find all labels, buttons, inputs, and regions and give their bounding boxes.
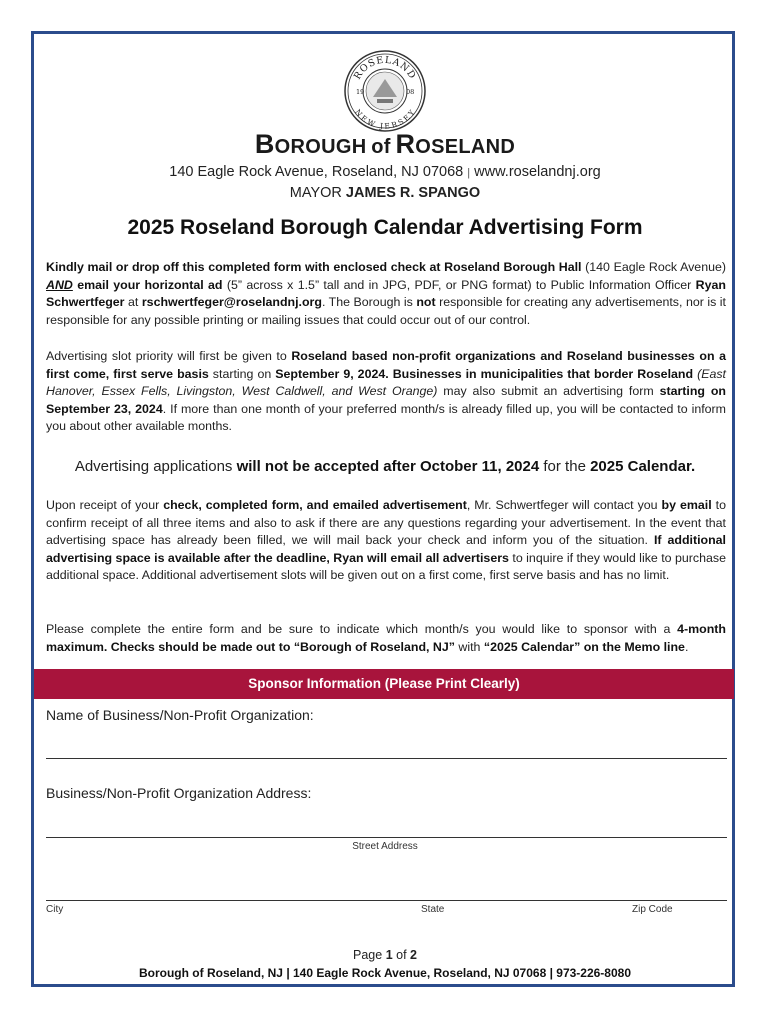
seal-year-right: 08	[406, 88, 415, 96]
business-name-field[interactable]	[46, 758, 727, 759]
seal-text-bottom: NEW JERSEY	[353, 107, 417, 131]
priority-paragraph: Advertising slot priority will first be given to Roseland based non-profit organizations and Roseland businesses on a first come, first serve basis starting on September 9, 2024. Businesses in municipalities that border Roseland (East Hanover, Essex Fells, Livingston, West Caldwell, and West Orange) may also submit an advertising form starting on September 23, 2024. If more than one month of your preferred month/s is already filled up, you will be contacted to inform you about other available months.	[46, 349, 727, 433]
mayor-label: MAYOR	[289, 185, 342, 201]
page-number: Page 1 of 2	[353, 948, 417, 962]
street-address-caption: Street Address	[352, 841, 418, 852]
state-caption: State	[421, 904, 445, 915]
city-state-zip-field[interactable]	[46, 900, 727, 901]
mayor-name: JAMES R. SPANGO	[345, 185, 481, 201]
receipt-paragraph: Upon receipt of your check, completed form, and emailed advertisement, Mr. Schwertfeger will contact you by email to confirm receipt of all three items and also to ask if there are any questions regarding your advertisement. In the event that advertising space has already been filled, we will mail back your check and inform you of the situation. If additional advertising space is available after the deadline, Ryan will email all advertisers to inquire if they would like to purchase additional space. Additional advertisement slots will be given out on a first come, first serve basis and has no limit.	[46, 498, 727, 582]
business-address-label: Business/Non-Profit Organization Address:	[46, 785, 312, 801]
city-caption: City	[46, 904, 64, 915]
header-address-line	[0, 164, 770, 180]
deadline-notice: Advertising applications will not be accepted after October 11, 2024 for the 2025 Calendar.	[74, 458, 696, 475]
header-address: 140 Eagle Rock Avenue, Roseland, NJ 07068	[169, 164, 464, 180]
svg-text:NEW JERSEY	[353, 108, 417, 131]
sponsor-info-banner: Sponsor Information (Please Print Clearly)	[34, 669, 734, 699]
street-address-field[interactable]	[46, 837, 727, 838]
header-separator: |	[467, 167, 471, 179]
business-name-label: Name of Business/Non-Profit Organization:	[46, 707, 314, 723]
instructions-paragraph: Kindly mail or drop off this completed form with enclosed check at Roseland Borough Hall (140 Eagle Rock Avenue) AND email your horizontal ad (5” across x 1.5” tall and in JPG, PDF, or PNG format) to Public Information Officer Ryan Schwertfeger at rschwertfeger@roselandnj.org. The Borough is not responsible for creating any advertisements, nor is it responsible for any possible printing or mailing issues that could occur out of our control.	[46, 260, 727, 327]
header-website[interactable]: www.roselandnj.org	[474, 164, 601, 180]
seal-year-left: 19	[356, 88, 365, 96]
contact-email[interactable]: rschwertfeger@roselandnj.org	[141, 295, 322, 309]
mayor-line	[0, 185, 770, 201]
borough-seal	[343, 49, 427, 133]
borough-title: BOROUGH of ROSELAND	[254, 129, 516, 159]
footer-address: Borough of Roseland, NJ | 140 Eagle Rock Avenue, Roseland, NJ 07068 | 973-226-8080	[138, 966, 631, 980]
zip-code-caption: Zip Code	[632, 904, 673, 915]
completion-paragraph: Please complete the entire form and be sure to indicate which month/s you would like to sponsor with a 4-month maximum. Checks should be made out to “Borough of Roseland, NJ” with “2025 Calendar” on the Memo line.	[46, 622, 726, 654]
form-title: 2025 Roseland Borough Calendar Advertising Form	[127, 216, 643, 239]
seal-text-top: ROSELAND	[352, 54, 418, 82]
